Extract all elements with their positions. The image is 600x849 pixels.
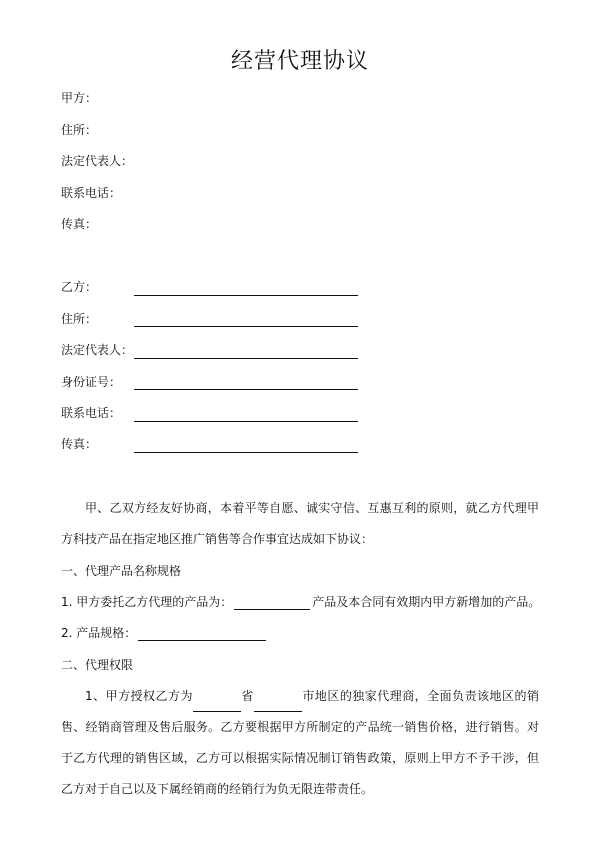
section1-item2-prefix: 2. 产品规格：	[61, 626, 137, 640]
party-a-label: 甲方：	[61, 91, 98, 105]
document-title: 经营代理协议	[230, 49, 369, 74]
party-b-rep-label: 法定代表人：	[61, 343, 134, 357]
section1-item2	[61, 625, 266, 641]
party-b-phone-label: 联系电话：	[61, 406, 122, 420]
party-a-phone-label: 联系电话：	[61, 186, 122, 200]
product-spec-blank[interactable]	[138, 626, 266, 641]
section2-part3: 市地区的独家代理商，全面负责该地区的销售、经销商管理及售后服务。乙方要根据甲方所制定的产品统一销售价格，进行销售。对于乙方代理的销售区域，乙方可以根据实际情况制订销售政策，原则上甲方不予干涉，但乙方对于自己以及下属经销商的经销行为负无限连带责任。	[61, 689, 539, 796]
section2-paragraph	[61, 681, 539, 805]
party-b-name-line[interactable]	[134, 295, 358, 296]
party-b-fax-label: 传真：	[61, 437, 98, 451]
section2-part2: 省	[240, 689, 254, 703]
product-name-blank[interactable]	[234, 595, 310, 610]
party-b-fax-line[interactable]	[134, 452, 358, 453]
party-b-address-label: 住所：	[61, 312, 98, 326]
city-blank[interactable]	[254, 697, 302, 712]
party-a-fax-label: 传真：	[61, 217, 98, 231]
party-a-rep-label: 法定代表人：	[61, 154, 134, 168]
party-b-address-line[interactable]	[134, 326, 358, 327]
party-b-id-label: 身份证号：	[61, 375, 122, 389]
party-b-id-line[interactable]	[134, 389, 358, 390]
section2-heading: 二、代理权限	[61, 658, 134, 672]
section1-heading: 一、代理产品名称规格	[61, 564, 182, 578]
party-b-phone-line[interactable]	[134, 421, 358, 422]
section1-item1	[61, 594, 540, 610]
party-a-address-label: 住所：	[61, 123, 98, 137]
section1-item1-suffix: 产品及本合同有效期内甲方新增加的产品。	[312, 595, 541, 609]
section1-item1-prefix: 1. 甲方委托乙方代理的产品为：	[61, 595, 233, 609]
party-b-label: 乙方：	[61, 280, 98, 294]
province-blank[interactable]	[193, 697, 241, 712]
intro-paragraph: 甲、乙双方经友好协商，本着平等自愿、诚实守信、互惠互利的原则，就乙方代理甲方科技产品在指定地区推广销售等合作事宜达成如下协议：	[61, 501, 539, 546]
section2-part1: 1、甲方授权乙方为	[85, 689, 193, 703]
party-b-rep-line[interactable]	[134, 358, 358, 359]
